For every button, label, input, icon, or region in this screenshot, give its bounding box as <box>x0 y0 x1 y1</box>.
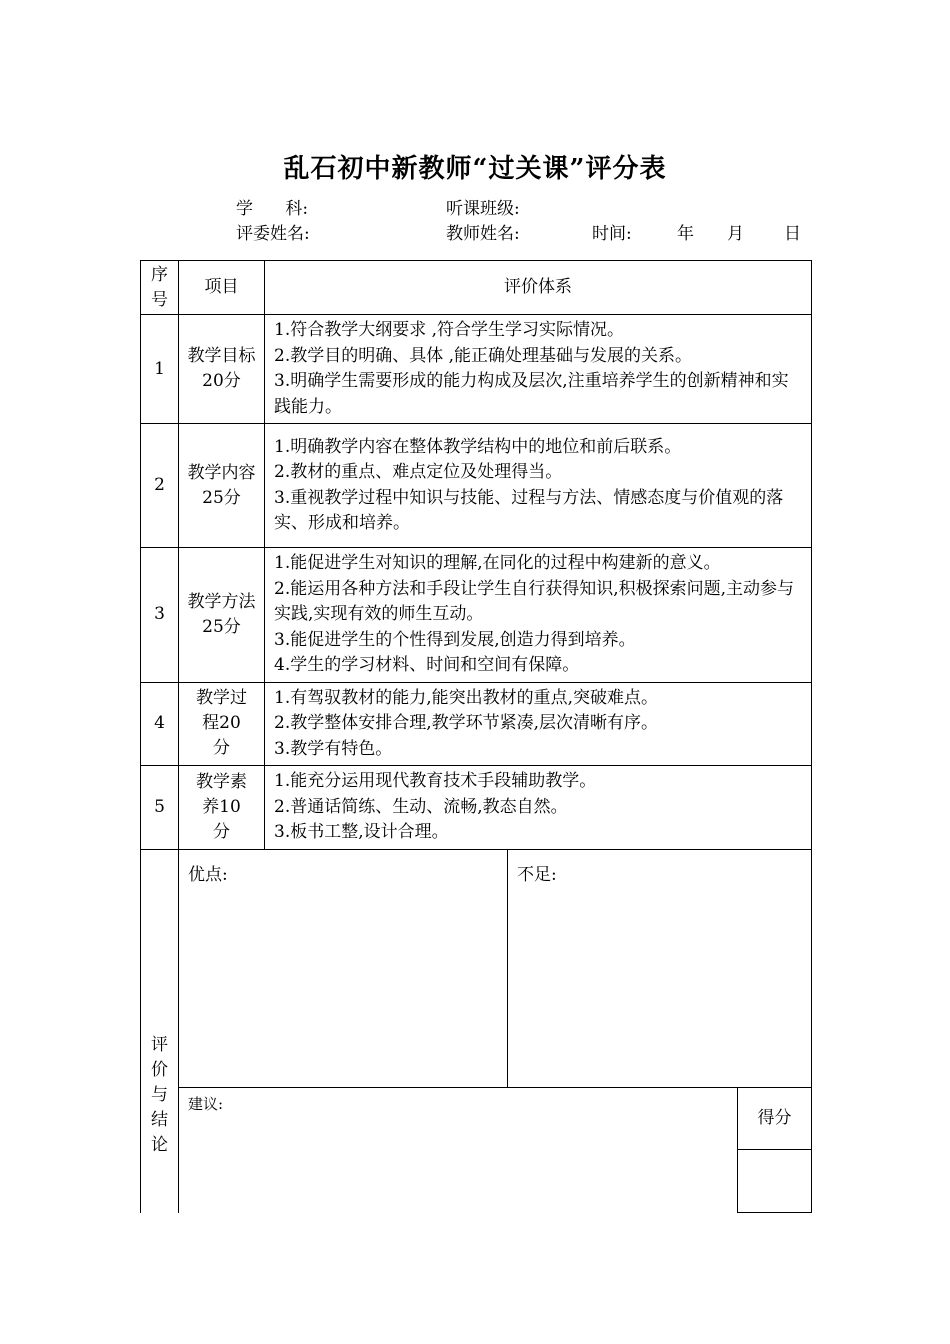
time-label: 时间: <box>592 224 632 244</box>
subject-label: 学 科: <box>236 199 309 219</box>
row-item: 教学目标20分 <box>179 315 265 424</box>
table-row <box>141 766 812 850</box>
weaknesses-label: 不足: <box>517 865 557 885</box>
evaluation-row <box>141 850 812 1088</box>
criterion: 2.教学目的明确、具体 ,能正确处理基础与发展的关系。 <box>274 345 693 366</box>
month-label: 月 <box>727 224 744 244</box>
score-cell <box>738 1088 812 1213</box>
suggestions-label: 建议: <box>188 1095 224 1113</box>
criterion: 4.学生的学习材料、时间和空间有保障。 <box>274 655 580 675</box>
row-no: 2 <box>141 424 179 548</box>
header-no: 序号 <box>141 261 179 315</box>
row-no: 5 <box>141 766 179 850</box>
strengths-label: 优点: <box>188 865 228 885</box>
row-item: 教学方法25分 <box>179 548 265 683</box>
criterion: 2.教学整体安排合理,教学环节紧凑,层次清晰有序。 <box>274 713 659 733</box>
table-row <box>141 424 812 548</box>
table-row <box>141 315 812 424</box>
criterion: 3.教学有特色。 <box>274 738 393 759</box>
row-item: 教学过程20分 <box>179 682 265 766</box>
criterion: 1.有驾驭教材的能力,能突出教材的重点,突破难点。 <box>274 687 659 708</box>
day-label: 日 <box>784 224 801 244</box>
score-label: 得分 <box>738 1088 811 1149</box>
judge-name-label: 评委姓名: <box>236 224 310 244</box>
row-item: 教学内容25分 <box>179 424 265 548</box>
row-no: 1 <box>141 315 179 424</box>
criterion: 3.重视教学过程中知识与技能、过程与方法、情感态度与价值观的落实、形成和培养。 <box>274 487 784 533</box>
row-criteria <box>265 682 812 766</box>
criterion: 2.教材的重点、难点定位及处理得当。 <box>274 462 563 482</box>
teacher-name-label: 教师姓名: <box>446 224 520 244</box>
table-header-row <box>141 261 812 315</box>
criterion: 1.能充分运用现代教育技术手段辅助教学。 <box>274 771 597 792</box>
suggestions-cell <box>179 1088 738 1213</box>
criterion: 1.明确教学内容在整体教学结构中的地位和前后联系。 <box>274 436 682 457</box>
row-criteria <box>265 315 812 424</box>
score-box <box>738 1088 811 1211</box>
strengths-cell <box>179 850 508 1088</box>
table-row <box>141 682 812 766</box>
row-item: 教学素养10分 <box>179 766 265 850</box>
criterion: 2.普通话简练、生动、流畅,教态自然。 <box>274 796 568 817</box>
page-title: 乱石初中新教师“过关课”评分表 <box>283 154 667 184</box>
suggestions-row <box>141 1088 812 1213</box>
weaknesses-cell <box>508 850 812 1088</box>
scoring-table <box>140 260 812 1213</box>
row-no: 4 <box>141 682 179 766</box>
evaluation-section-label: 评价与结论 <box>141 850 179 1213</box>
row-criteria <box>265 548 812 683</box>
header-item: 项目 <box>179 261 265 315</box>
criterion: 3.明确学生需要形成的能力构成及层次,注重培养学生的创新精神和实践能力。 <box>274 371 789 417</box>
row-criteria <box>265 424 812 548</box>
criterion: 2.能运用各种方法和手段让学生自行获得知识,积极探索问题,主动参与实践,实现有效的师生互动。 <box>274 578 795 624</box>
row-criteria <box>265 766 812 850</box>
criterion: 1.符合教学大纲要求 ,符合学生学习实际情况。 <box>274 320 625 340</box>
table-row <box>141 548 812 683</box>
score-value <box>738 1149 811 1211</box>
year-label: 年 <box>677 224 694 244</box>
criterion: 3.板书工整,设计合理。 <box>274 822 449 843</box>
criterion: 3.能促进学生的个性得到发展,创造力得到培养。 <box>274 629 636 650</box>
row-no: 3 <box>141 548 179 683</box>
header-criteria: 评价体系 <box>265 261 812 315</box>
criterion: 1.能促进学生对知识的理解,在同化的过程中构建新的意义。 <box>274 553 721 573</box>
class-label: 听课班级: <box>446 199 520 219</box>
